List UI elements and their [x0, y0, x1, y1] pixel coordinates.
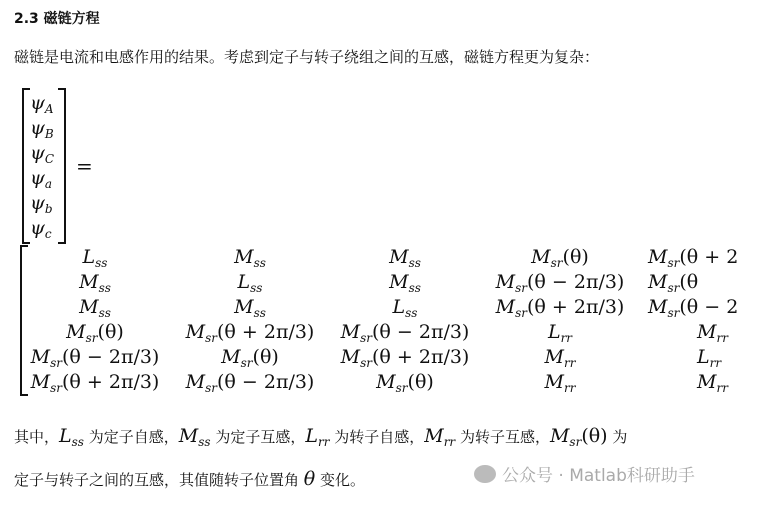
subscript: sr	[515, 281, 528, 295]
symbol: M	[544, 346, 564, 368]
argument: (θ + 2π/3)	[217, 321, 315, 343]
symbol: M	[495, 271, 516, 293]
text: 为	[607, 428, 628, 446]
matrix-cell	[697, 370, 761, 395]
subscript: rr	[716, 381, 728, 395]
matrix-cell	[648, 295, 761, 320]
matrix-cell	[697, 320, 761, 345]
explanation-line-1	[14, 425, 627, 449]
section-heading: 2.3 磁链方程	[14, 11, 100, 27]
subscript: ss	[98, 281, 111, 295]
argument: (θ − 2π/3)	[527, 271, 625, 293]
subscript: rr	[716, 331, 728, 345]
subscript: sr	[667, 281, 680, 295]
symbol: ψ	[30, 192, 45, 214]
symbol: M	[389, 246, 409, 268]
matrix-cell	[15, 245, 175, 270]
subscript: ss	[253, 256, 266, 270]
argument: (θ − 2π/3)	[62, 346, 160, 368]
vector-entry	[30, 216, 60, 241]
symbol: M	[234, 246, 254, 268]
subscript: sr	[50, 381, 63, 395]
subscript: rr	[560, 331, 573, 345]
symbol: M	[234, 296, 254, 318]
subscript: ss	[408, 256, 421, 270]
symbol: M	[697, 371, 717, 393]
matrix-cell	[15, 270, 175, 295]
symbol: M	[30, 371, 51, 393]
argument: (θ + 2π/3)	[62, 371, 160, 393]
symbol: M	[79, 271, 99, 293]
symbol: L	[392, 296, 406, 318]
text: 为转子自感，	[329, 428, 425, 446]
subscript: sr	[205, 381, 218, 395]
symbol: M	[697, 321, 717, 343]
symbol: L	[237, 271, 251, 293]
matrix-cell	[170, 295, 330, 320]
subscript: sr	[50, 356, 63, 370]
symbol: M	[648, 271, 668, 293]
subscript: c	[44, 227, 52, 241]
symbol: L	[305, 425, 318, 447]
symbol: M	[66, 321, 86, 343]
matrix-cell	[697, 345, 761, 370]
matrix-cell	[480, 370, 640, 395]
matrix-cell	[325, 295, 485, 320]
subscript: rr	[443, 435, 456, 449]
matrix-cell	[480, 295, 640, 320]
argument: (θ − 2π/3)	[217, 371, 315, 393]
argument: (θ)	[407, 371, 434, 393]
watermark	[474, 461, 695, 486]
symbol: ψ	[30, 142, 45, 164]
subscript: rr	[563, 381, 576, 395]
subscript: a	[44, 177, 53, 191]
symbol: M	[389, 271, 409, 293]
symbol: M	[549, 425, 570, 447]
symbol: M	[531, 246, 551, 268]
matrix-cell	[325, 320, 485, 345]
symbol: M	[185, 321, 206, 343]
subscript: ss	[408, 281, 421, 295]
argument: (θ	[679, 271, 699, 293]
matrix-cell	[15, 370, 175, 395]
matrix-cell	[170, 270, 330, 295]
matrix-cell	[15, 295, 175, 320]
argument: (θ + 2	[679, 246, 739, 268]
subscript: sr	[550, 256, 563, 270]
argument: (θ)	[97, 321, 124, 343]
matrix-cell	[325, 270, 485, 295]
symbol: L	[59, 425, 72, 447]
symbol: M	[30, 346, 51, 368]
symbol: M	[221, 346, 241, 368]
vector-entry	[30, 166, 60, 191]
symbol: M	[178, 425, 199, 447]
symbol: L	[82, 246, 96, 268]
subscript: sr	[667, 306, 680, 320]
matrix-cell	[325, 345, 485, 370]
left-bracket	[22, 88, 30, 244]
subscript: b	[44, 202, 53, 216]
vector-entry	[30, 116, 60, 141]
symbol: M	[79, 296, 99, 318]
subscript: rr	[317, 435, 330, 449]
subscript: sr	[515, 306, 528, 320]
symbol: M	[424, 425, 444, 447]
symbol: ψ	[30, 117, 45, 139]
matrix-cell	[170, 345, 330, 370]
subscript: ss	[405, 306, 418, 320]
matrix-cell	[480, 320, 640, 345]
matrix-cell	[480, 270, 640, 295]
symbol: M	[648, 296, 668, 318]
argument: (θ + 2π/3)	[372, 346, 470, 368]
matrix-cell	[325, 370, 485, 395]
argument: (θ)	[252, 346, 279, 368]
argument: (θ)	[562, 246, 589, 268]
subscript: sr	[667, 256, 680, 270]
text: 其中，	[14, 428, 60, 446]
subscript: ss	[198, 435, 211, 449]
equals-sign: =	[76, 154, 93, 178]
argument: (θ − 2π/3)	[372, 321, 470, 343]
subscript: rr	[709, 356, 722, 370]
argument: (θ − 2	[679, 296, 739, 318]
matrix-cell	[170, 320, 330, 345]
vector-entry	[30, 141, 60, 166]
symbol: ψ	[30, 167, 45, 189]
text: 为定子互感，	[210, 428, 306, 446]
matrix-cell	[325, 245, 485, 270]
argument: (θ)	[581, 425, 608, 447]
subscript: ss	[95, 256, 108, 270]
symbol: M	[495, 296, 516, 318]
subscript: A	[44, 102, 54, 116]
subscript: sr	[360, 356, 373, 370]
matrix-cell	[648, 245, 761, 270]
explanation-line-2	[14, 468, 365, 490]
symbol: M	[648, 246, 668, 268]
subscript: ss	[71, 435, 84, 449]
text: 变化。	[315, 471, 366, 489]
subscript: C	[44, 152, 55, 166]
symbol: L	[547, 321, 561, 343]
watermark-text: 公众号 · Matlab科研助手	[502, 466, 695, 486]
matrix-cell	[480, 245, 640, 270]
symbol: L	[697, 346, 710, 368]
subscript: sr	[240, 356, 253, 370]
vector-entry	[30, 191, 60, 216]
symbol: M	[340, 346, 361, 368]
symbol: ψ	[30, 92, 45, 114]
subscript: rr	[563, 356, 576, 370]
symbol: ψ	[30, 217, 45, 239]
matrix-cell	[648, 270, 761, 295]
subscript: sr	[205, 331, 218, 345]
symbol: M	[340, 321, 361, 343]
text: 定子与转子之间的互感，其值随转子位置角	[14, 471, 304, 489]
wechat-icon	[474, 465, 496, 483]
flux-vector	[22, 88, 66, 242]
matrix-cell	[15, 320, 175, 345]
theta-symbol: θ	[303, 468, 316, 490]
subscript: sr	[395, 381, 408, 395]
subscript: ss	[98, 306, 111, 320]
text: 为转子互感，	[455, 428, 550, 446]
subscript: sr	[360, 331, 373, 345]
symbol: M	[376, 371, 396, 393]
text: 为定子自感，	[83, 428, 179, 446]
subscript: B	[44, 127, 54, 141]
matrix-cell	[170, 370, 330, 395]
symbol: M	[544, 371, 564, 393]
symbol: M	[185, 371, 206, 393]
subscript: sr	[569, 435, 582, 449]
subscript: ss	[253, 306, 266, 320]
argument: (θ + 2π/3)	[527, 296, 625, 318]
subscript: sr	[85, 331, 98, 345]
subscript: ss	[250, 281, 263, 295]
matrix-cell	[170, 245, 330, 270]
matrix-cell	[15, 345, 175, 370]
vector-entry	[30, 91, 60, 116]
matrix-cell	[480, 345, 640, 370]
intro-paragraph: 磁链是电流和电感作用的结果。考虑到定子与转子绕组之间的互感，磁链方程更为复杂：	[14, 48, 600, 66]
